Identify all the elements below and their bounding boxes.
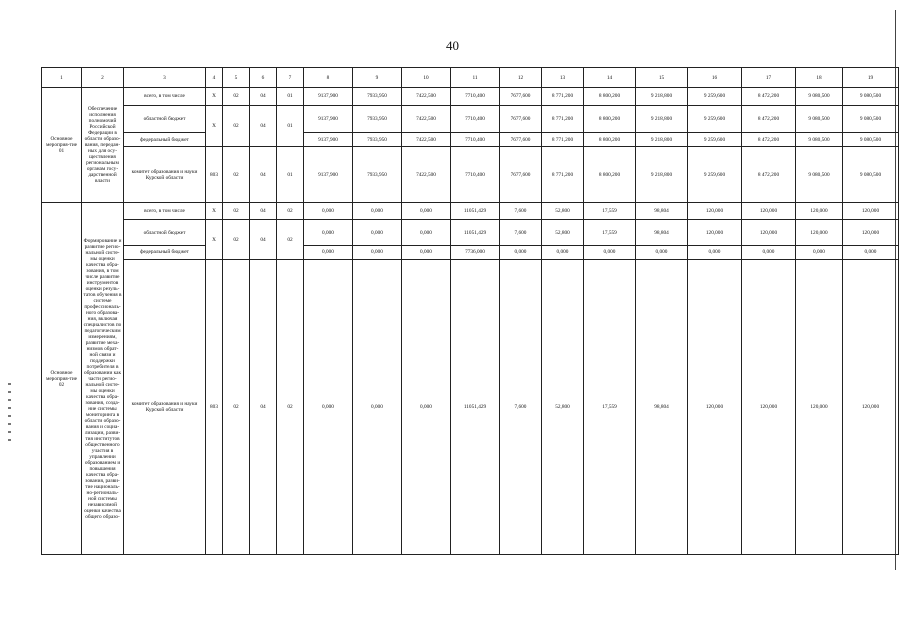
value-cell: 8 771,200: [542, 105, 584, 132]
value-cell: 0,000: [796, 245, 843, 259]
header-cell: 2: [82, 68, 124, 88]
value-cell: 7,600: [500, 260, 542, 555]
value-cell: 9 080,500: [796, 147, 843, 203]
header-cell: 4: [206, 68, 223, 88]
rz-cell: 02: [223, 220, 250, 260]
value-cell: 9137,900: [304, 133, 353, 147]
funding-source-cell: всего, в том числе: [124, 203, 206, 220]
table-row: [42, 88, 899, 105]
csr-cell: 02: [277, 220, 304, 260]
grbs-cell: X: [206, 203, 223, 220]
value-cell: 9 080,500: [796, 133, 843, 147]
value-cell: 8 472,200: [742, 88, 796, 105]
value-cell: 0,000: [584, 245, 636, 259]
funding-source-cell: всего, в том числе: [124, 88, 206, 105]
value-cell: 8 472,200: [742, 147, 796, 203]
value-cell: 7933,950: [353, 133, 402, 147]
value-cell: 8 800,200: [584, 133, 636, 147]
value-cell: 0,000: [742, 245, 796, 259]
value-cell: 0,000: [304, 203, 353, 220]
value-cell: 9 080,500: [843, 147, 899, 203]
table-row: [42, 133, 899, 147]
value-cell: 0,000: [843, 245, 899, 259]
value-cell: 9 218,800: [636, 133, 688, 147]
table-row: [42, 105, 899, 132]
value-cell: 7422,500: [402, 147, 451, 203]
value-cell: 120,000: [688, 260, 742, 555]
header-cell: 11: [451, 68, 500, 88]
value-cell: 7933,950: [353, 88, 402, 105]
value-cell: 7,600: [500, 203, 542, 220]
value-cell: 0,000: [636, 245, 688, 259]
value-cell: 9137,900: [304, 147, 353, 203]
value-cell: 0,000: [353, 245, 402, 259]
value-cell: 120,000: [843, 220, 899, 245]
header-cell: 5: [223, 68, 250, 88]
event-name-cell: Основное мероприя-тие 02: [42, 203, 82, 555]
header-cell: 19: [843, 68, 899, 88]
value-cell: 17,559: [584, 220, 636, 245]
value-cell: 9 080,500: [796, 88, 843, 105]
value-cell: 7677,600: [500, 88, 542, 105]
value-cell: 9 259,600: [688, 88, 742, 105]
value-cell: 120,000: [688, 203, 742, 220]
value-cell: 9 259,600: [688, 133, 742, 147]
grbs-cell: X: [206, 105, 223, 147]
header-cell: 14: [584, 68, 636, 88]
value-cell: 9 259,600: [688, 147, 742, 203]
grbs-cell: X: [206, 88, 223, 105]
value-cell: 7933,950: [353, 147, 402, 203]
table-row: [42, 147, 899, 203]
value-cell: 7710,400: [451, 133, 500, 147]
funding-source-cell: областной бюджет: [124, 220, 206, 245]
value-cell: 8 800,200: [584, 147, 636, 203]
table-row: [42, 203, 899, 220]
budget-table: [41, 67, 899, 555]
value-cell: 0,000: [402, 220, 451, 245]
header-cell: 3: [124, 68, 206, 88]
value-cell: 120,000: [742, 220, 796, 245]
value-cell: 120,000: [742, 260, 796, 555]
table-row: [42, 245, 899, 259]
binding-marks: [8, 383, 11, 443]
value-cell: 52,800: [542, 260, 584, 555]
header-cell: 16: [688, 68, 742, 88]
value-cell: 0,000: [402, 245, 451, 259]
header-cell: 12: [500, 68, 542, 88]
header-cell: 8: [304, 68, 353, 88]
header-cell: 10: [402, 68, 451, 88]
header-cell: 13: [542, 68, 584, 88]
value-cell: 7677,600: [500, 147, 542, 203]
value-cell: 7422,500: [402, 88, 451, 105]
value-cell: 7710,400: [451, 88, 500, 105]
value-cell: 8 800,200: [584, 88, 636, 105]
value-cell: 11051,429: [451, 203, 500, 220]
value-cell: 0,000: [500, 245, 542, 259]
funding-source-cell: федеральный бюджет: [124, 245, 206, 259]
funding-source-cell: комитет образования и науки Курской области: [124, 147, 206, 203]
value-cell: 120,000: [796, 220, 843, 245]
header-row: [42, 68, 899, 88]
value-cell: 9 080,500: [843, 88, 899, 105]
value-cell: 0,000: [353, 220, 402, 245]
value-cell: 7422,500: [402, 133, 451, 147]
header-cell: 9: [353, 68, 402, 88]
value-cell: 17,559: [584, 203, 636, 220]
pr-cell: 04: [250, 88, 277, 105]
event-description-cell: Формирование и развитие регио-нальной систе-мы оценки качества обра-зования, в том числе развитие инструментов оценки резуль-татов обучения в системе профессиональ-ного образова-ния, включая специалистов по педагогическим измерениям, развитие меха-низмов обрат-ной связи и поддержки потребителя в образовании как части регио-нальной систе-мы оценки качества обра-зования, созда-ние системы мониторинга в области образо-вания и социа-лизации, разви-тия институтов общественного участия в управлении образованием и повышения качества обра-зования, разви-тие националь-но-региональ-ной системы независимой оценки качества общего образо-: [82, 203, 124, 555]
funding-source-cell: областной бюджет: [124, 105, 206, 132]
value-cell: 0,000: [353, 260, 402, 555]
event-name-cell: Основное мероприя-тие 01: [42, 88, 82, 203]
value-cell: 0,000: [304, 220, 353, 245]
value-cell: 8 472,200: [742, 133, 796, 147]
value-cell: 120,000: [742, 203, 796, 220]
value-cell: 7422,500: [402, 105, 451, 132]
value-cell: 9 218,800: [636, 105, 688, 132]
value-cell: 52,800: [542, 220, 584, 245]
value-cell: 9 080,500: [843, 105, 899, 132]
header-cell: 6: [250, 68, 277, 88]
pr-cell: 04: [250, 105, 277, 147]
value-cell: 0,000: [402, 260, 451, 555]
value-cell: 11051,429: [451, 220, 500, 245]
pr-cell: 04: [250, 220, 277, 260]
value-cell: 120,000: [688, 220, 742, 245]
csr-cell: 02: [277, 203, 304, 220]
pr-cell: 04: [250, 203, 277, 220]
grbs-cell: 803: [206, 260, 223, 555]
value-cell: 17,559: [584, 260, 636, 555]
value-cell: 0,000: [542, 245, 584, 259]
csr-cell: 02: [277, 260, 304, 555]
value-cell: 9 080,500: [796, 105, 843, 132]
value-cell: 9 080,500: [843, 133, 899, 147]
value-cell: 120,000: [796, 260, 843, 555]
value-cell: 0,000: [304, 245, 353, 259]
rz-cell: 02: [223, 147, 250, 203]
csr-cell: 01: [277, 105, 304, 147]
funding-source-cell: комитет образования и науки Курской области: [124, 260, 206, 555]
header-cell: 1: [42, 68, 82, 88]
value-cell: 7677,600: [500, 105, 542, 132]
value-cell: 9 218,800: [636, 147, 688, 203]
value-cell: 9 259,600: [688, 105, 742, 132]
value-cell: 120,000: [796, 203, 843, 220]
header-cell: 18: [796, 68, 843, 88]
value-cell: 11051,429: [451, 260, 500, 555]
pr-cell: 04: [250, 260, 277, 555]
value-cell: 98,804: [636, 203, 688, 220]
header-cell: 15: [636, 68, 688, 88]
header-cell: 17: [742, 68, 796, 88]
header-cell: 7: [277, 68, 304, 88]
value-cell: 0,000: [402, 203, 451, 220]
value-cell: 7710,400: [451, 105, 500, 132]
value-cell: 0,000: [353, 203, 402, 220]
value-cell: 7736,000: [451, 245, 500, 259]
rz-cell: 02: [223, 105, 250, 147]
value-cell: 9 218,800: [636, 88, 688, 105]
value-cell: 120,000: [843, 260, 899, 555]
value-cell: 98,804: [636, 220, 688, 245]
event-description-cell: Обеспечение исполнения полномочий Российской Федерации в области образо-вания, передан-ных для осу-ществления региональным органам госу-дарственной власти: [82, 88, 124, 203]
value-cell: 7710,400: [451, 147, 500, 203]
grbs-cell: X: [206, 220, 223, 260]
value-cell: 0,000: [688, 245, 742, 259]
value-cell: 9137,900: [304, 105, 353, 132]
pr-cell: 04: [250, 147, 277, 203]
value-cell: 8 472,200: [742, 105, 796, 132]
grbs-cell: 803: [206, 147, 223, 203]
table-row: [42, 220, 899, 245]
rz-cell: 02: [223, 260, 250, 555]
value-cell: 8 800,200: [584, 105, 636, 132]
value-cell: 8 771,200: [542, 147, 584, 203]
value-cell: 8 771,200: [542, 133, 584, 147]
value-cell: 8 771,200: [542, 88, 584, 105]
value-cell: 120,000: [843, 203, 899, 220]
value-cell: 98,804: [636, 260, 688, 555]
value-cell: 0,000: [304, 260, 353, 555]
value-cell: 52,800: [542, 203, 584, 220]
csr-cell: 01: [277, 147, 304, 203]
value-cell: 7,600: [500, 220, 542, 245]
page-number: 40: [446, 38, 459, 53]
rz-cell: 02: [223, 203, 250, 220]
value-cell: 9137,900: [304, 88, 353, 105]
csr-cell: 01: [277, 88, 304, 105]
value-cell: 7933,950: [353, 105, 402, 132]
value-cell: 7677,600: [500, 133, 542, 147]
funding-source-cell: федеральный бюджет: [124, 133, 206, 147]
rz-cell: 02: [223, 88, 250, 105]
table-row: [42, 260, 899, 555]
